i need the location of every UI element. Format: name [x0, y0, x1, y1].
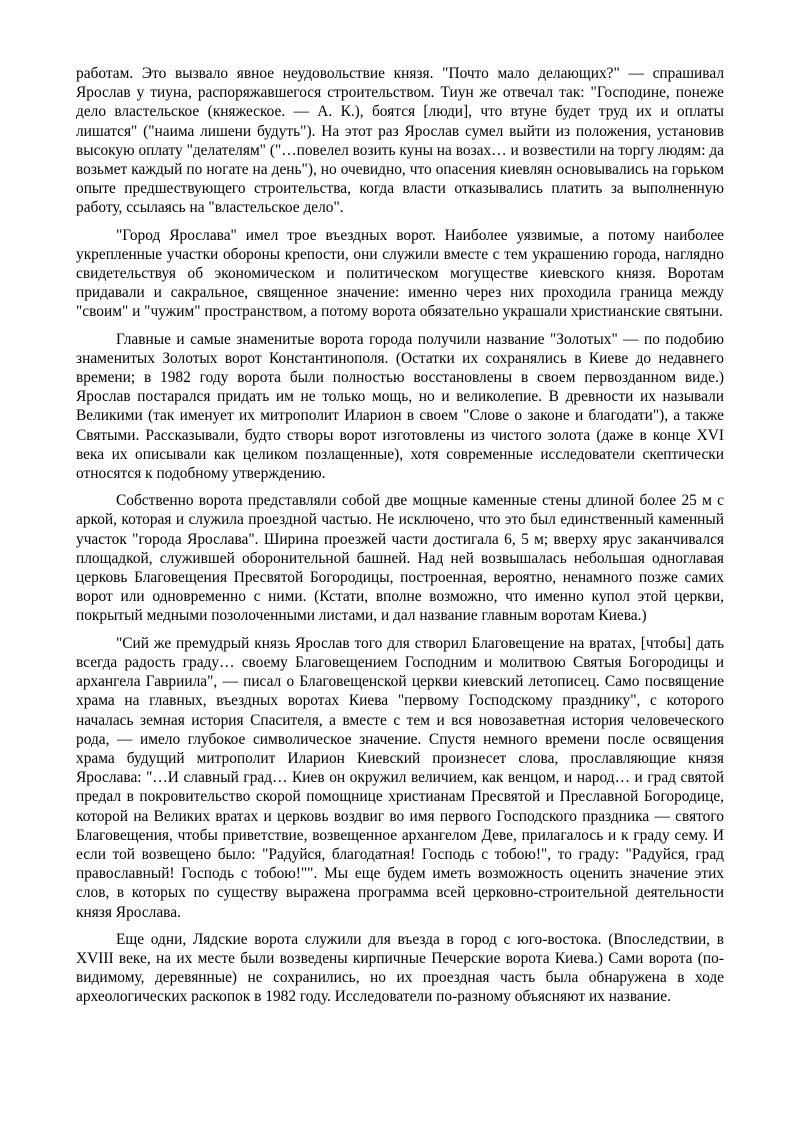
paragraph-gate-structure: Собственно ворота представляли собой две мощные каменные стены длиной более 25 м с аркой, которая и служила проездной частью. Не исключено, что это был единственный каменный участок "города Ярослава". Ширина проезжей части достигала 6, 5 м; вверху ярус заканчивался площадкой, служившей оборонительной башней. Над ней возвышалась небольшая одноглавая церковь Благовещения Пресвятой Богородицы, построенная, вероятно, ненамного позже самих ворот или одновременно с ними. (Кстати, вполне возможно, что именно купол этой церкви, покрытый медными позолоченными листами, и дал название главным воротам Киева.): [76, 492, 724, 625]
document-page: [76, 64, 724, 1015]
paragraph-golden-gates: Главные и самые знаменитые ворота города получили название "Золотых" — по подобию знаменитых Золотых ворот Константинополя. (Остатки их сохранялись в Киеве до недавнего времени; в 1982 году ворота были полностью восстановлены в своем первозданном виде.) Ярослав постарался придать им не только мощь, но и великолепие. В древности их называли Великими (так именует их митрополит Иларион в своем "Слове о законе и благодати"), а также Святыми. Рассказывали, будто створы ворот изготовлены из чистого золота (даже в конце XVI века их описывали как целиком позлащенные), хотя современные исследователи скептически относятся к подобному утверждению.: [76, 330, 724, 483]
paragraph-annunciation-church: "Сий же премудрый князь Ярослав того для створил Благовещение на вратах, [чтобы] дать всегда радость граду… своему Благовещением Господним и молитвою Святыя Богородицы и архангела Гавриила", — писал о Благовещенской церкви киевский летописец. Само посвящение храма на главных, въездных воротах Киева "первому Господскому празднику", с которого началась земная история Спасителя, а вместе с тем и вся новозаветная история человеческого рода, — имело глубокое символическое значение. Спустя немного времени после освящения храма будущий митрополит Иларион Киевский произнесет слова, прославляющие князя Ярослава: "…И славный град… Киев он окружил величием, как венцом, и народ… и град святой предал в покровительство скорой помощнице христианам Пресвятой и Преславной Богородице, которой на Великих вратах и церковь воздвиг во имя первого Господского праздника — святого Благовещения, чтобы приветствие, возвещенное архангелом Деве, прилагалось и к граду сему. И если той возвещено было: "Радуйся, благодатная! Господь с тобою!", то граду: "Радуйся, град православный! Господь с тобою!"". Мы еще будем иметь возможность оценить значение этих слов, в которых по существу выражена программа всей церковно-строительной деятельности князя Ярослава.: [76, 634, 724, 921]
paragraph-lyadskie-gates: Еще одни, Лядские ворота служили для въезда в город с юго-востока. (Впоследствии, в XVIII веке, на их месте были возведены кирпичные Печерские ворота Киева.) Сами ворота (по-видимому, деревянные) не сохранились, но их проездная часть была обнаружена в ходе археологических раскопок в 1982 году. Исследователи по-разному объясняют их название.: [76, 930, 724, 1006]
paragraph-city-gates: "Город Ярослава" имел трое въездных ворот. Наиболее уязвимые, а потому наиболее укрепленные участки обороны крепости, они служили вместе с тем украшению города, наглядно свидетельствуя об экономическом и политическом могуществе киевского князя. Воротам придавали и сакральное, священное значение: именно через них проходила граница между "своим" и "чужим" пространством, а потому ворота обязательно украшали христианские святыни.: [76, 226, 724, 321]
paragraph-continuation: работам. Это вызвало явное неудовольствие князя. "Почто мало делающих?" — спрашивал Ярослав у тиуна, распоряжавшегося строительством. Тиун же отвечал так: "Господине, понеже дело властельское (княжеское. — А. К.), боятся [люди], что втуне будет труд их и оплаты лишатся" ("наима лишени будуть"). На этот раз Ярослав сумел выйти из положения, установив высокую оплату "делателям" ("…повелел возить куны на возах… и возвестили на торгу людям: да возьмет каждый по ногате на день"), но очевидно, что опасения киевлян основывались на горьком опыте предшествующего строительства, когда власти отказывались платить за выполненную работу, ссылаясь на "властельское дело".: [76, 65, 724, 217]
